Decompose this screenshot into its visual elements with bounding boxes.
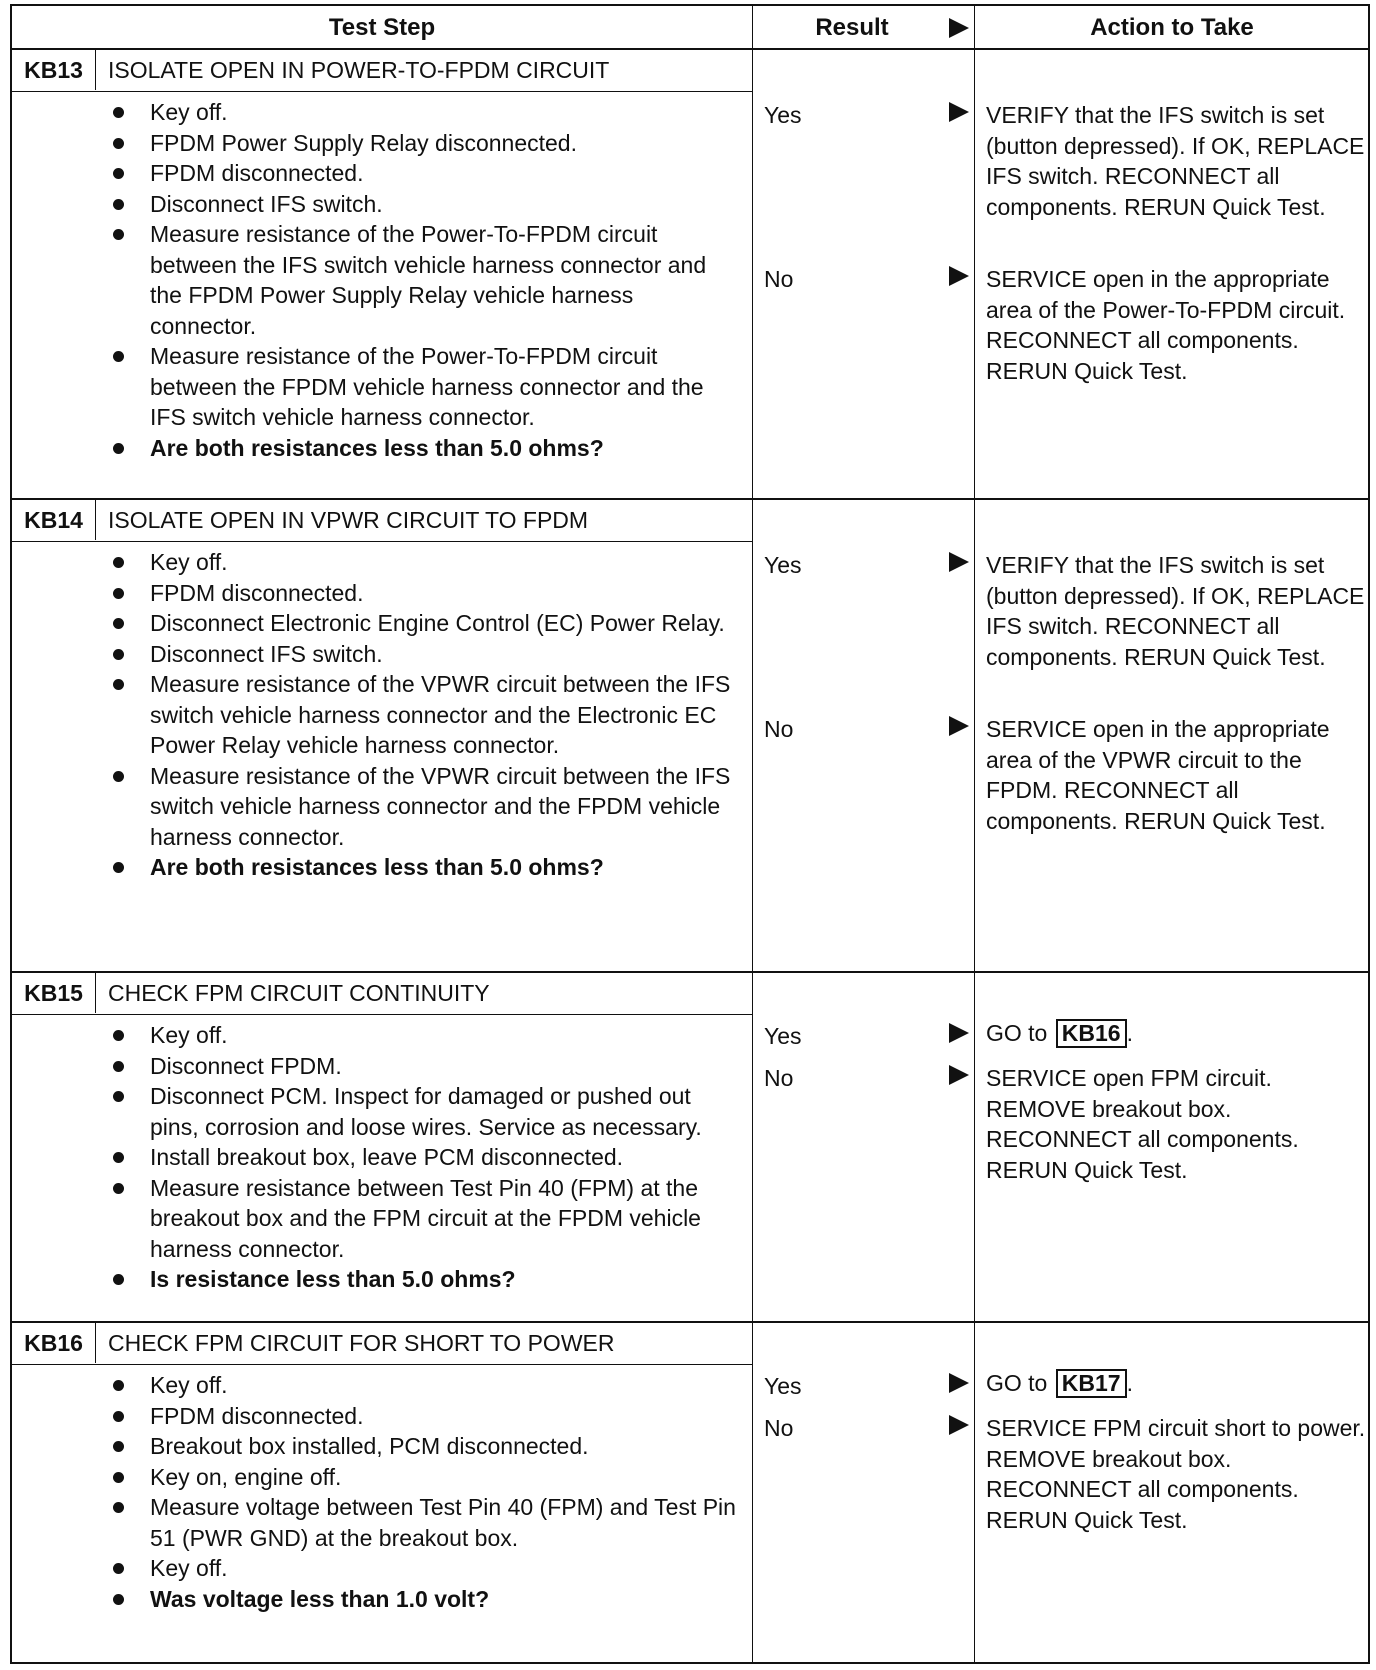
bullet-question: Was voltage less than 1.0 volt? bbox=[12, 1584, 752, 1615]
step-header bbox=[12, 972, 752, 1015]
bullet-item: FPDM disconnected. bbox=[12, 158, 752, 189]
header-test-step: Test Step bbox=[328, 14, 436, 41]
bullet-question: Is resistance less than 5.0 ohms? bbox=[12, 1264, 752, 1295]
action-yes: GO to KB17 . bbox=[986, 1370, 1133, 1396]
bullet-item: Measure resistance of the VPWR circuit between the IFS switch vehicle harness connector and the FPDM vehicle harness connector. bbox=[12, 761, 752, 853]
bullet-item: Disconnect IFS switch. bbox=[12, 639, 752, 670]
bullet-item: Key off. bbox=[12, 1370, 752, 1401]
arrow-right-icon bbox=[949, 102, 969, 122]
section-kb13 bbox=[12, 49, 1368, 498]
arrow-right-icon bbox=[949, 1065, 969, 1085]
goto-label: GO to bbox=[986, 1020, 1048, 1046]
bullet-item: Key off. bbox=[12, 97, 752, 128]
arrow-right-icon bbox=[949, 266, 969, 286]
action-no: SERVICE FPM circuit short to power. REMOVE breakout box. RECONNECT all components. RERUN Quick Test. bbox=[986, 1415, 1366, 1533]
action-yes: VERIFY that the IFS switch is set (button depressed). If OK, REPLACE IFS switch. RECONNECT all components. RERUN Quick Test. bbox=[986, 102, 1365, 220]
section-kb16 bbox=[12, 1322, 1368, 1662]
step-bullets bbox=[12, 1370, 752, 1614]
action-yes: VERIFY that the IFS switch is set (button depressed). If OK, REPLACE IFS switch. RECONNECT all components. RERUN Quick Test. bbox=[986, 552, 1365, 670]
goto-label: GO to bbox=[986, 1370, 1048, 1396]
step-title: ISOLATE OPEN IN POWER-TO-FPDM CIRCUIT bbox=[108, 57, 610, 83]
result-no: No bbox=[764, 266, 794, 292]
step-bullets bbox=[12, 97, 752, 463]
bullet-item: Key off. bbox=[12, 547, 752, 578]
bullet-item: Measure resistance of the VPWR circuit between the IFS switch vehicle harness connector and the Electronic EC Power Relay vehicle harness connector. bbox=[12, 669, 752, 761]
step-title: CHECK FPM CIRCUIT CONTINUITY bbox=[108, 980, 490, 1006]
step-header bbox=[12, 1322, 752, 1365]
bullet-item: Key on, engine off. bbox=[12, 1462, 752, 1493]
result-no: No bbox=[764, 1415, 794, 1441]
step-bullets bbox=[12, 1020, 752, 1295]
bullet-item: Breakout box installed, PCM disconnected. bbox=[12, 1431, 752, 1462]
result-no: No bbox=[764, 716, 794, 742]
bullet-item: Key off. bbox=[12, 1553, 752, 1584]
bullet-item: FPDM disconnected. bbox=[12, 1401, 752, 1432]
arrow-right-icon bbox=[949, 716, 969, 736]
bullet-item: Key off. bbox=[12, 1020, 752, 1051]
diagnostic-table bbox=[10, 4, 1370, 1664]
bullet-item: FPDM disconnected. bbox=[12, 578, 752, 609]
bullet-item: Measure resistance between Test Pin 40 (FPM) at the breakout box and the FPM circuit at the FPDM vehicle harness connector. bbox=[12, 1173, 752, 1265]
arrow-right-icon bbox=[949, 1415, 969, 1435]
result-yes: Yes bbox=[764, 1373, 802, 1399]
step-ref-kb17[interactable]: KB17 bbox=[1056, 1369, 1127, 1398]
section-kb15 bbox=[12, 972, 1368, 1321]
step-header bbox=[12, 49, 752, 92]
action-no: SERVICE open in the appropriate area of the Power-To-FPDM circuit. RECONNECT all components. RERUN Quick Test. bbox=[986, 266, 1346, 384]
action-no: SERVICE open FPM circuit. REMOVE breakout box. RECONNECT all components. RERUN Quick Test. bbox=[986, 1065, 1299, 1183]
section-kb14 bbox=[12, 499, 1368, 971]
step-ref-kb16[interactable]: KB16 bbox=[1056, 1019, 1127, 1048]
result-yes: Yes bbox=[764, 1023, 802, 1049]
bullet-item: Disconnect IFS switch. bbox=[12, 189, 752, 220]
step-title: CHECK FPM CIRCUIT FOR SHORT TO POWER bbox=[108, 1330, 615, 1356]
step-bullets bbox=[12, 547, 752, 883]
arrow-right-icon bbox=[949, 1373, 969, 1393]
result-no: No bbox=[764, 1065, 794, 1091]
bullet-item: Disconnect PCM. Inspect for damaged or pushed out pins, corrosion and loose wires. Service as necessary. bbox=[12, 1081, 752, 1142]
step-header bbox=[12, 499, 752, 542]
step-id: KB15 bbox=[12, 972, 96, 1013]
header-action: Action to Take bbox=[1090, 14, 1254, 41]
bullet-item: Measure resistance of the Power-To-FPDM circuit between the IFS switch vehicle harness connector and the FPDM Power Supply Relay vehicle harness connector. bbox=[12, 219, 752, 341]
step-id: KB16 bbox=[12, 1322, 96, 1363]
result-yes: Yes bbox=[764, 102, 802, 128]
bullet-item: FPDM Power Supply Relay disconnected. bbox=[12, 128, 752, 159]
step-id: KB13 bbox=[12, 49, 96, 90]
header-arrow-icon bbox=[949, 18, 969, 38]
bullet-item: Measure voltage between Test Pin 40 (FPM) and Test Pin 51 (PWR GND) at the breakout box. bbox=[12, 1492, 752, 1553]
step-id: KB14 bbox=[12, 499, 96, 540]
arrow-right-icon bbox=[949, 552, 969, 572]
bullet-item: Disconnect FPDM. bbox=[12, 1051, 752, 1082]
bullet-item: Measure resistance of the Power-To-FPDM circuit between the FPDM vehicle harness connector and the IFS switch vehicle harness connector. bbox=[12, 341, 752, 433]
action-no: SERVICE open in the appropriate area of the VPWR circuit to the FPDM. RECONNECT all components. RERUN Quick Test. bbox=[986, 716, 1330, 834]
bullet-question: Are both resistances less than 5.0 ohms? bbox=[12, 433, 752, 464]
header-result: Result bbox=[815, 14, 889, 41]
bullet-item: Install breakout box, leave PCM disconnected. bbox=[12, 1142, 752, 1173]
arrow-right-icon bbox=[949, 1023, 969, 1043]
action-yes: GO to KB16 . bbox=[986, 1020, 1133, 1046]
bullet-item: Disconnect Electronic Engine Control (EC) Power Relay. bbox=[12, 608, 752, 639]
step-title: ISOLATE OPEN IN VPWR CIRCUIT TO FPDM bbox=[108, 507, 589, 533]
bullet-question: Are both resistances less than 5.0 ohms? bbox=[12, 852, 752, 883]
result-yes: Yes bbox=[764, 552, 802, 578]
